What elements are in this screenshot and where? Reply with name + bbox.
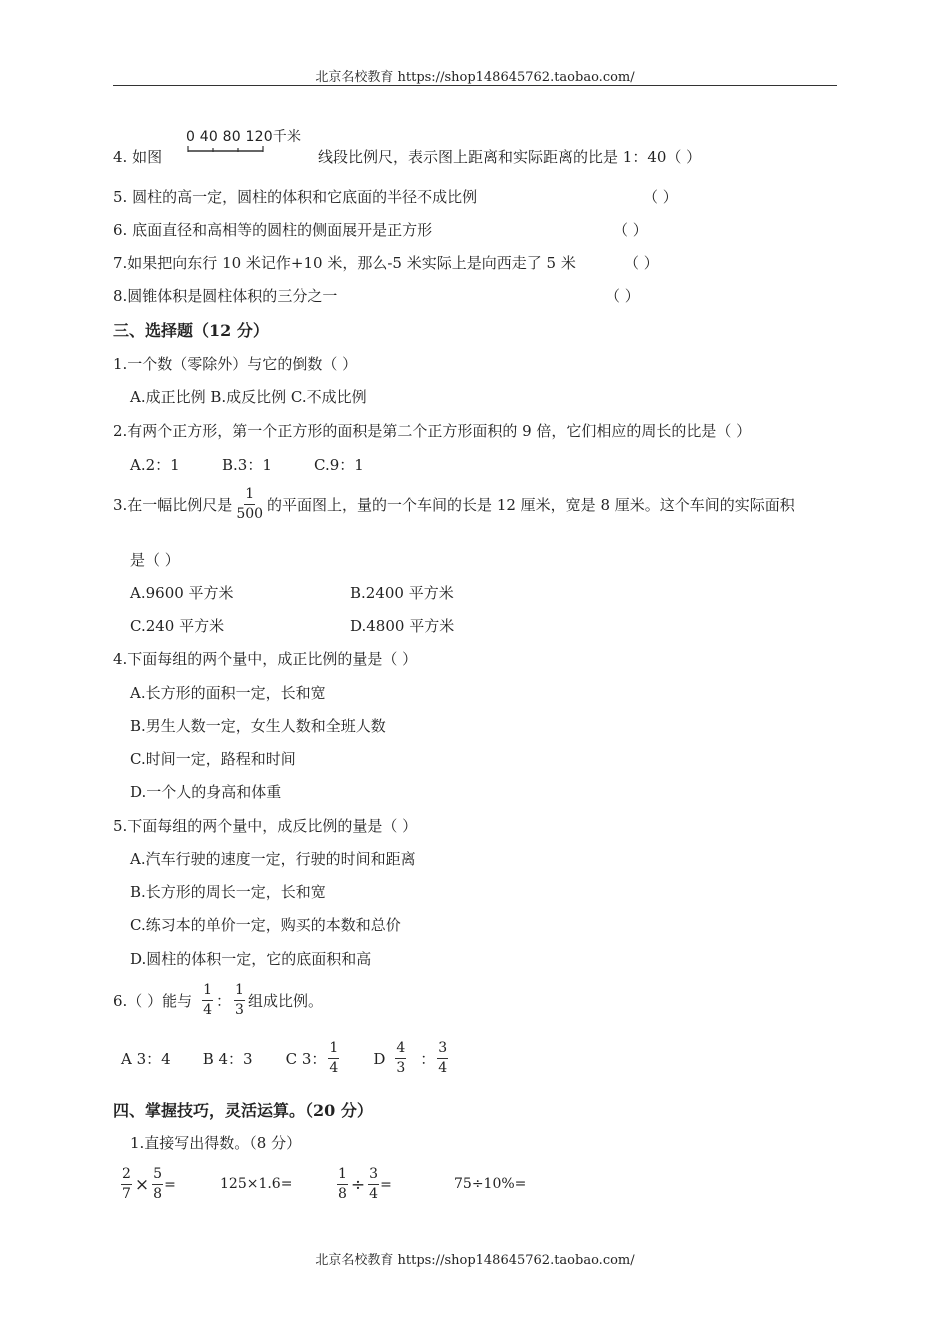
s3-q5-option-d: D.圆柱的体积一定，它的底面积和高	[130, 950, 372, 968]
fraction-numerator: 3	[368, 1166, 379, 1185]
fraction-one-quarter	[202, 982, 213, 1019]
fraction-denominator: 4	[203, 1002, 213, 1018]
expr1-fraction-2	[152, 1166, 163, 1203]
s3-q5: 5.下面每组的两个量中，成反比例的量是（ ）	[113, 817, 418, 835]
fraction-denominator: 3	[235, 1002, 244, 1018]
s3-q5-option-b: B.长方形的周长一定，长和宽	[130, 883, 326, 901]
s3-q6-line	[113, 982, 323, 1019]
scale-bar-label: 0 40 80 120千米	[186, 129, 302, 145]
fraction-denominator: 7	[122, 1186, 131, 1202]
fraction-denominator: 4	[369, 1186, 379, 1202]
s3-q5-option-c: C.练习本的单价一定，购买的本数和总价	[130, 916, 401, 934]
s3-q2-option-a: A.2：1	[130, 456, 180, 474]
s3-q2-option-b: B.3：1	[222, 456, 272, 474]
s3-q3-line	[113, 486, 795, 523]
s3-q6-option-d: D	[373, 1049, 386, 1068]
section3-title: 三、选择题（12 分）	[113, 321, 269, 340]
s3-q3-option-c: C.240 平方米	[130, 617, 225, 635]
s3-q3-continued: 是（ ）	[130, 551, 180, 569]
s3-q4-option-d: D.一个人的身高和体重	[130, 783, 282, 801]
s3-q3-option-b: B.2400 平方米	[350, 584, 454, 602]
judge-q7: 7.如果把向东行 10 米记作+10 米，那么-5 米实际上是向西走了 5 米	[113, 254, 576, 272]
option-d-fraction-2	[437, 1040, 448, 1077]
judge-q6-paren: （ ）	[613, 221, 648, 239]
s4-expr-4: 75÷10%=	[454, 1176, 527, 1192]
fraction-numerator: 1	[337, 1166, 348, 1185]
fraction-denominator: 3	[396, 1060, 406, 1076]
page-header: 北京名校教育 https://shop148645762.taobao.com/	[315, 70, 635, 85]
equals-sign: =	[380, 1176, 392, 1193]
s3-q6-option-b: B 4：3	[202, 1050, 253, 1068]
s3-q1-options: A.成正比例 B.成反比例 C.不成比例	[130, 388, 367, 406]
fraction-numerator: 1	[234, 982, 245, 1001]
s3-q6-option-a: A 3：4	[121, 1050, 171, 1068]
multiply-sign: ×	[134, 1174, 150, 1195]
fraction-numerator: 1	[328, 1040, 339, 1059]
judge-q5: 5. 圆柱的高一定，圆柱的体积和它底面的半径不成比例	[113, 188, 478, 206]
divide-sign: ÷	[350, 1174, 366, 1195]
scale-fraction-numerator: 1	[244, 486, 255, 505]
s4-expr-3	[337, 1166, 392, 1203]
fraction-numerator: 1	[202, 982, 213, 1001]
fraction-denominator: 4	[438, 1060, 448, 1076]
fraction-denominator: 8	[153, 1186, 163, 1202]
fraction-numerator: 4	[395, 1040, 406, 1059]
judge-q8-paren: （ ）	[605, 287, 640, 305]
s3-q6-prefix: 6.（ ）能与	[113, 992, 193, 1010]
header-rule	[113, 85, 837, 86]
s3-q6-suffix: 组成比例。	[247, 992, 323, 1010]
s3-q6-option-c: C 3：	[285, 1050, 327, 1068]
s3-q4-option-a: A.长方形的面积一定，长和宽	[130, 684, 326, 702]
fraction-one-third	[234, 982, 245, 1019]
fraction-denominator: 4	[329, 1060, 339, 1076]
scale-fraction-denominator: 500	[236, 506, 264, 522]
page-footer: 北京名校教育 https://shop148645762.taobao.com/	[315, 1253, 635, 1268]
expr3-fraction-1	[337, 1166, 348, 1203]
s3-q4-option-c: C.时间一定，路程和时间	[130, 750, 296, 768]
scale-fraction	[236, 486, 263, 523]
s3-q3-option-a: A.9600 平方米	[130, 584, 234, 602]
s4-sub1: 1.直接写出得数。（8 分）	[130, 1134, 302, 1152]
ratio-colon: ：	[216, 992, 232, 1010]
judge-q4-suffix: 线段比例尺，表示图上距离和实际距离的比是 1：40（ ）	[318, 148, 702, 166]
scale-bar-line	[186, 144, 266, 154]
option-c-fraction	[328, 1040, 339, 1077]
s3-q5-option-a: A.汽车行驶的速度一定，行驶的时间和距离	[130, 850, 416, 868]
scale-bar-figure	[186, 126, 316, 158]
fraction-denominator: 8	[338, 1186, 347, 1202]
s3-q3-suffix: 的平面图上，量的一个车间的长是 12 厘米，宽是 8 厘米。这个车间的实际面积	[267, 496, 795, 514]
s4-expr-2: 125×1.6=	[220, 1176, 293, 1192]
expr1-fraction-1	[121, 1166, 132, 1203]
s3-q3-prefix: 3.在一幅比例尺是	[113, 496, 233, 514]
s3-q2: 2.有两个正方形，第一个正方形的面积是第二个正方形面积的 9 倍，它们相应的周长的比是（ ）	[113, 422, 752, 440]
s3-q1: 1.一个数（零除外）与它的倒数（ ）	[113, 355, 358, 373]
fraction-numerator: 3	[437, 1040, 448, 1059]
judge-q5-paren: （ ）	[643, 188, 678, 206]
s3-q6-options	[121, 1040, 448, 1077]
fraction-numerator: 5	[152, 1166, 163, 1185]
s3-q2-option-c: C.9：1	[314, 456, 364, 474]
s3-q4-option-b: B.男生人数一定，女生人数和全班人数	[130, 717, 386, 735]
fraction-numerator: 2	[121, 1166, 132, 1185]
s4-expr-1	[121, 1166, 176, 1203]
judge-q8: 8.圆锥体积是圆柱体积的三分之一	[113, 287, 338, 305]
expr3-fraction-2	[368, 1166, 379, 1203]
option-d-fraction-1	[395, 1040, 406, 1077]
judge-q6: 6. 底面直径和高相等的圆柱的侧面展开是正方形	[113, 221, 433, 239]
judge-q7-paren: （ ）	[624, 254, 659, 272]
equals-sign: =	[164, 1176, 176, 1193]
s3-q4: 4.下面每组的两个量中，成正比例的量是（ ）	[113, 650, 418, 668]
s3-q3-option-d: D.4800 平方米	[350, 617, 455, 635]
section4-title: 四、掌握技巧，灵活运算。（20 分）	[113, 1101, 373, 1120]
ratio-colon: ：	[420, 1050, 436, 1068]
judge-q4-prefix: 4. 如图	[113, 148, 163, 166]
